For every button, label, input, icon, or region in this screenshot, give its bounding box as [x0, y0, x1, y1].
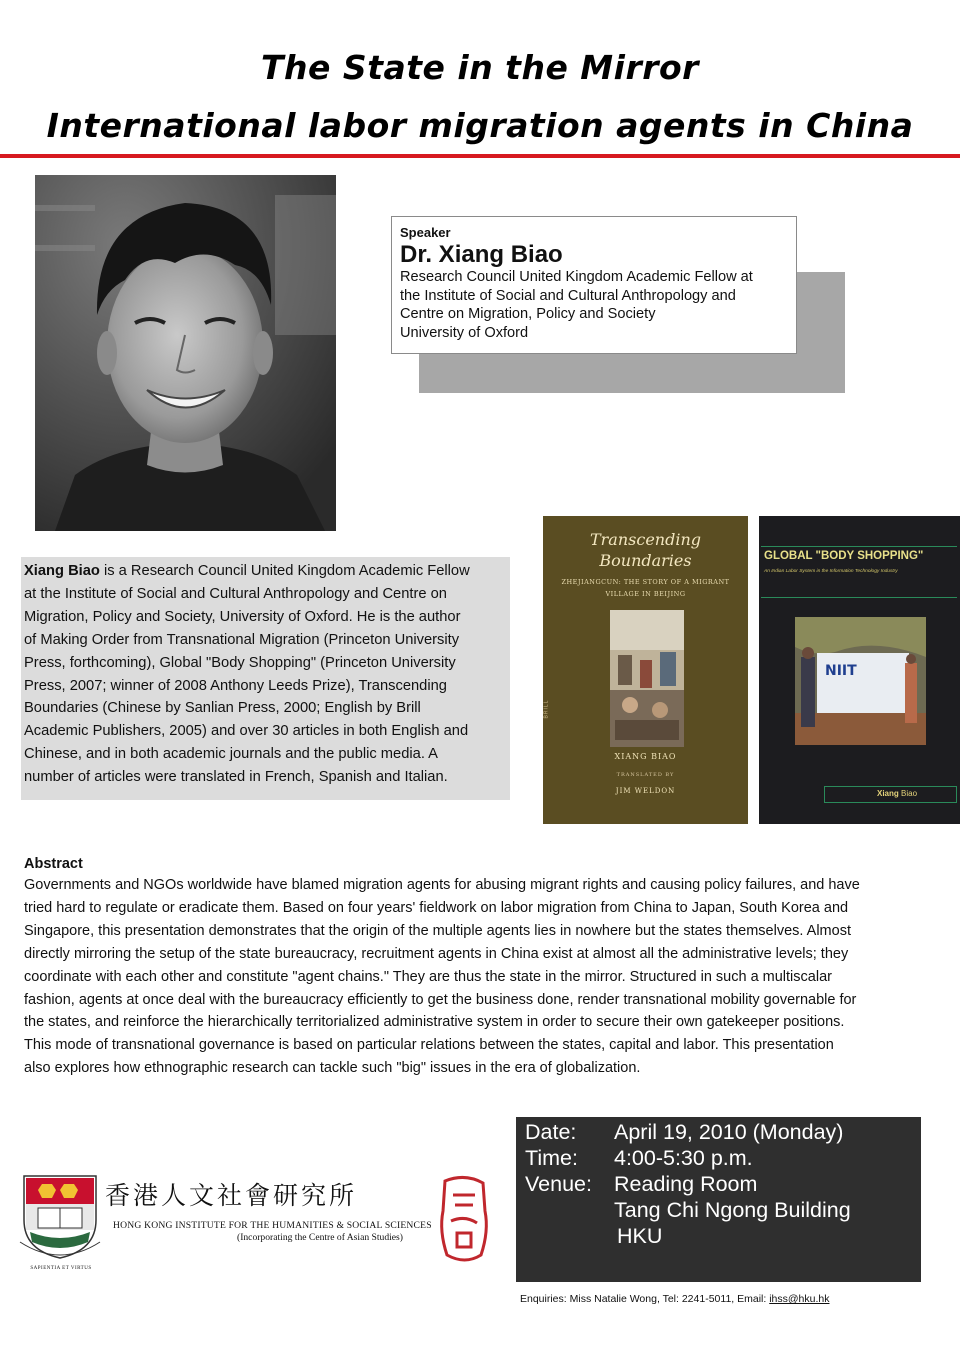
abstract-line: the states, and reinforce the hierarchically territorialized administrative system in order to secure their own gatekeeper positions.: [24, 1014, 845, 1031]
red-seal-icon: [435, 1171, 493, 1267]
institute-english-subtitle: (Incorporating the Centre of Asian Studies): [237, 1232, 403, 1243]
bio-line: at the Institute of Social and Cultural Anthropology and Centre on: [24, 585, 447, 602]
event-time-label: Time:: [525, 1146, 578, 1170]
book2-author-first: Biao: [901, 789, 918, 798]
book2-author: [877, 789, 917, 798]
book1-translated-by: TRANSLATED BY: [616, 772, 675, 778]
book1-subtitle: [543, 576, 748, 600]
bio-name: Xiang Biao: [24, 563, 100, 579]
book2-cover-photo: [795, 617, 926, 745]
book1-cover-photo: [610, 610, 684, 747]
book1-title-line-2: Boundaries: [599, 551, 692, 570]
abstract-line: Governments and NGOs worldwide have blamed migration agents for abusing migrant rights and causing policy failures, and have: [24, 877, 860, 893]
speaker-name: Dr. Xiang Biao: [400, 241, 563, 268]
speaker-box: [391, 216, 797, 354]
book2-title: GLOBAL "BODY SHOPPING": [764, 550, 924, 562]
event-info-box: [516, 1117, 921, 1282]
book1-title-line-1: Transcending: [589, 530, 701, 549]
event-venue-line-2: Tang Chi Ngong Building: [614, 1198, 851, 1222]
bio-line: number of articles were translated in French, Spanish and Italian.: [24, 769, 448, 786]
enquiries: [520, 1293, 830, 1305]
event-venue-label: Venue:: [525, 1172, 592, 1196]
speaker-label: Speaker: [400, 225, 451, 240]
enquiries-text: Enquiries: Miss Natalie Wong, Tel: 2241-5011, Email:: [520, 1293, 770, 1305]
institute-english-name: HONG KONG INSTITUTE FOR THE HUMANITIES & SOCIAL SCIENCES: [113, 1220, 432, 1231]
book1-spine-text: BRILL: [543, 699, 550, 719]
speaker-bio: [21, 557, 510, 800]
abstract-line: fashion, agents at once deal with the bureaucracy efficiently to get the business done, render transnational mobility governable for: [24, 991, 857, 1008]
abstract-line: Singapore, this presentation demonstrates that the origin of the multiple agents lies in nowhere but the states themselves. Almost: [24, 922, 851, 939]
book1-translator: JIM WELDON: [615, 787, 676, 795]
institute-chinese-name: 香港人文社會研究所: [105, 1181, 358, 1210]
abstract-body: [24, 874, 950, 1080]
book1-subtitle-line-1: ZHEJIANGCUN: THE STORY OF A MIGRANT: [561, 578, 730, 586]
bio-line-text: is a Research Council United Kingdom Academic Fellow: [99, 563, 470, 579]
bio-line: Press, 2007; winner of 2008 Anthony Leeds Prize), Transcending: [24, 677, 447, 694]
hku-crest-icon: [18, 1172, 102, 1262]
speaker-affiliation-line: University of Oxford: [400, 324, 529, 341]
event-date-value: April 19, 2010 (Monday): [614, 1120, 844, 1144]
title-line-2: International labor migration agents in China: [46, 106, 914, 145]
abstract-line: tried hard to regulate or eradicate them. Based on four years' fieldwork on labor migration from China to Japan, South Korea and: [24, 899, 849, 916]
bio-line: Chinese, and in both academic journals and the public media. A: [24, 746, 438, 763]
event-time-value: 4:00-5:30 p.m.: [614, 1146, 753, 1170]
event-date-label: Date:: [525, 1120, 577, 1144]
abstract-heading: Abstract: [24, 856, 83, 872]
speaker-affiliation-line: Research Council United Kingdom Academic Fellow at: [400, 269, 753, 285]
abstract-line: This mode of transnational governance is based on particular relations between the states, capital and labor. This presentation: [24, 1037, 834, 1054]
bio-line: Press, forthcoming), Global "Body Shopping" (Princeton University: [24, 654, 456, 671]
abstract-line: also explores how ethnographic research can tackle such "big" issues in the era of globalization.: [24, 1060, 641, 1077]
crest-motto: SAPIENTIA ET VIRTUS: [30, 1266, 92, 1271]
bio-line: Migration, Policy and Society, University of Oxford. He is the author: [24, 608, 461, 625]
book-cover-global-body-shopping: [759, 516, 960, 824]
bio-line: Boundaries (Chinese by Sanlian Press, 2000; English by Brill: [24, 700, 421, 717]
event-venue-line-3: HKU: [617, 1224, 663, 1248]
book2-author-last: Xiang: [877, 789, 899, 798]
institute-logo: [10, 1118, 505, 1296]
title-divider: [0, 154, 960, 158]
book1-subtitle-line-2: VILLAGE IN BEIJING: [605, 590, 686, 598]
speaker-photo: [35, 175, 336, 531]
abstract-line: coordinate with each other and constitute "agent chains." They are thus the state in the mirror. Structured in such a multiscalar: [24, 968, 832, 985]
book2-subtitle: An Indian Labor System in the Information Technology Industry: [764, 569, 898, 574]
enquiries-email-link[interactable]: ihss@hku.hk: [769, 1293, 830, 1305]
speaker-affiliation-line: Centre on Migration, Policy and Society: [400, 306, 656, 322]
bio-line: Academic Publishers, 2005) and over 30 articles in both English and: [24, 723, 469, 740]
title-line-1: The State in the Mirror: [261, 48, 699, 87]
book2-sign-text: NIIT: [825, 663, 857, 679]
bio-line: [24, 560, 510, 583]
event-venue-line-1: Reading Room: [614, 1172, 758, 1196]
bio-line: of Making Order from Transnational Migration (Princeton University: [24, 631, 460, 648]
book-cover-transcending-boundaries: [543, 516, 748, 824]
book1-author: XIANG BIAO: [614, 752, 677, 761]
speaker-affiliation-line: the Institute of Social and Cultural Anthropology and: [400, 287, 736, 304]
abstract-line: directly mirroring the setup of the state bureaucracy, recruitment agents in China exist at almost all the administrative levels; they: [24, 945, 849, 962]
